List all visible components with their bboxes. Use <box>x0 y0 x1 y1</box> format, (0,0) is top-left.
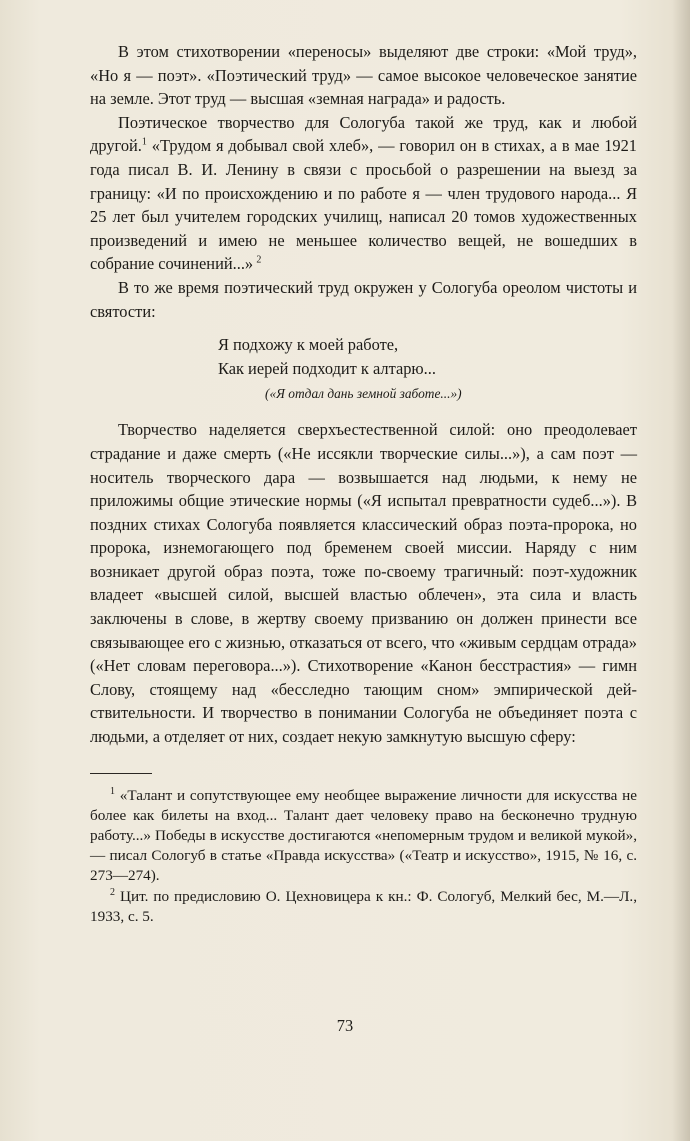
footnote-1-text: «Талант и сопутствующее ему необщее выражение личности для искусства не более как билеты на вход... Талант дает человеку право на бесконечно трудную работу...» Победы в искусстве достигаются «непомерным трудом и великой мукой», — писал Сологуб в статье «Правда искусства» («Театр и искусство», 1915, № 16, с. 273—274). <box>90 786 637 885</box>
paragraph-2 <box>90 111 637 276</box>
footnote-2 <box>90 887 637 927</box>
footnote-ref-2: 2 <box>256 254 262 266</box>
main-text <box>90 40 637 927</box>
verse-line-1: Я подхожу к моей работе, <box>218 335 399 355</box>
page-number: 73 <box>336 1016 354 1035</box>
page-edge-shadow <box>672 0 690 1141</box>
paragraph-3: В то же время поэтический труд окружен у Сологуба ореолом чистоты и святости: <box>90 277 637 321</box>
footnote-1-mark: 1 <box>110 785 115 797</box>
footnote-2-mark: 2 <box>110 886 115 898</box>
paragraph-4: Творчество наделяется сверхъестественной силой: оно преодолевает страдание и даже смерть («Не иссякли творческие силы...»), а сам поэт — носитель творческого дара — возвышается над людьми, к нему не приложимы общие этические нормы («Я испытал превратности судеб...»). В поздних стихах Сологуба появляется классический образ поэта-пророка, но пророка, изнемогающего под бременем своей миссии. Наряду с ним возникает другой образ поэта, тоже по-своему трагичный: поэт-художник владеет «высшей силой, высшей властью облечен», эта сила и власть заключены в слове, в жертву своему призванию он должен принести все связывающее его с жизнью, отказаться от всего, что «живым сердцам отрада» («Нет словам переговора...»). Стихотворение «Канон бесстрастия» — гимн Слову, стоящему над «бесследно тающим сном» эмпирической действительности. И творчество в понимании Сологуба не объединяет поэта с людьми, а отделяет от них, создает некую замкнутую высшую сферу: <box>90 420 637 747</box>
paragraph-1: В этом стихотворении «переносы» выделяют две строки: «Мой труд», «Но я — поэт». «Поэтический труд» — самое высокое человеческое занятие на земле. Этот труд — высшая «земная награда» и радость. <box>90 42 637 109</box>
verse-quote <box>90 333 637 380</box>
paragraph-2-part-b: «Трудом я добывал свой хлеб», — говорил он в стихах, а в мае 1921 года писал В. И. Ленину в связи с просьбой о разрешении на выезд за границу: «И по происхождению и по работе я — член трудового народа... Я 25 лет был учителем городских училищ, написал 20 томов художественных произведений и имею не меньшее количество вещей, не вошедших в собрание сочинений...» <box>90 136 637 274</box>
verse-line-2: Как иерей подходит к алтарю... <box>218 358 436 378</box>
footnote-ref-1: 1 <box>141 136 147 148</box>
verse-source: («Я отдал дань земной заботе...») <box>265 386 462 402</box>
paragraph-2-part-a: Поэтическое творчество для Сологуба такой же труд, как и любой другой. <box>90 112 637 156</box>
footnote-2-text: Цит. по предисловию О. Цехновицера к кн.: Ф. Сологуб, Мелкий бес, М.—Л., 1933, с. 5. <box>90 887 637 925</box>
footnote-1 <box>90 786 637 887</box>
footnote-divider <box>90 773 152 774</box>
